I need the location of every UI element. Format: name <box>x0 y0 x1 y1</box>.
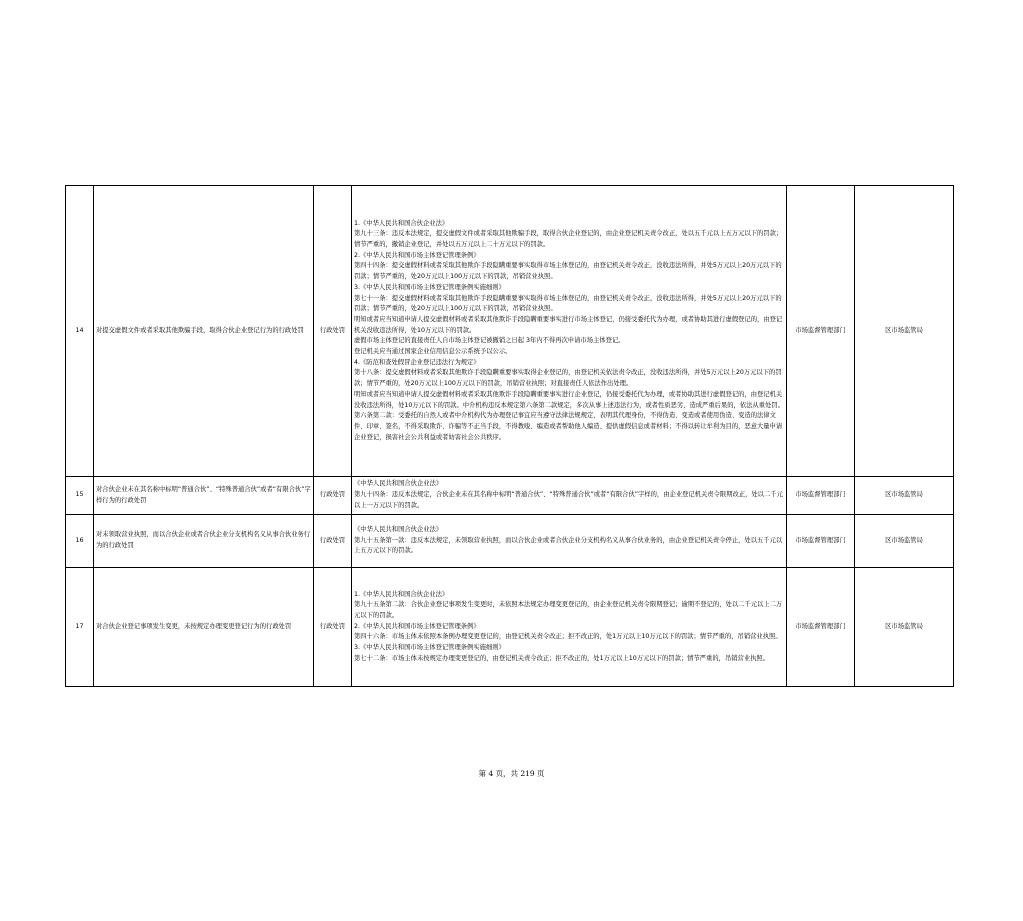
basis-line: 《中华人民共和国合伙企业法》 <box>354 525 443 533</box>
exercise-level: 区市场监管局 <box>855 477 954 515</box>
item-type: 行政处罚 <box>314 568 352 687</box>
exercise-level: 区市场监管局 <box>855 568 954 687</box>
basis-line: 3.《中华人民共和国市场主体登记管理条例实施细则》 <box>354 283 505 291</box>
legal-basis <box>352 477 787 515</box>
basis-line: 登记机关应当通过国家企业信用信息公示系统予以公示。 <box>354 348 512 356</box>
item-name: 对提交虚假文件或者采取其他欺骗手段，取得合伙企业登记行为的行政处罚 <box>94 186 314 477</box>
department: 市场监督管理部门 <box>787 186 855 477</box>
basis-line: 1.《中华人民共和国合伙企业法》 <box>354 219 449 227</box>
department: 市场监督管理部门 <box>787 477 855 515</box>
exercise-level: 区市场监管局 <box>855 515 954 568</box>
basis-line: 第四十四条：提交虚假材料或者采取其他欺诈手段隐瞒重要事实取得市场主体登记的，由登记机关责令改正，没收违法所得，并处5万元以上20万元以下的罚款；情节严重的，处20万元以上100万元以下的罚款，吊销营业执照。 <box>354 262 782 281</box>
row-number: 15 <box>66 477 94 515</box>
basis-line: 明知或者应当知道申请人提交虚假材料或者采取其他欺诈手段隐瞒重要事实进行市场主体登记，仍接受委托代为办理，或者协助其进行虚假登记的，由登记机关没收违法所得，处10万元以下的罚款。 <box>354 315 783 334</box>
penalty-table <box>65 185 954 687</box>
basis-line: 第九十三条：违反本法规定，提交虚假文件或者采取其他欺骗手段，取得合伙企业登记的，由企业登记机关责令改正，处以五千元以上五万元以下的罚款；情节严重的，撤销企业登记，并处以五万元以上二十万元以下的罚款。 <box>354 230 783 249</box>
item-type: 行政处罚 <box>314 515 352 568</box>
basis-line: 《中华人民共和国合伙企业法》 <box>354 480 443 488</box>
basis-line: 第十八条：提交虚假材料或者采取其他欺诈手段隐瞒重要事实取得企业登记的，由登记机关依法责令改正，没收违法所得，并处5万元以上20万元以下的罚款；情节严重的，处20万元以上100万元以下的罚款，吊销营业执照；对直接责任人依法作出处理。 <box>354 369 782 388</box>
row-number: 14 <box>66 186 94 477</box>
item-type: 行政处罚 <box>314 477 352 515</box>
row-number: 17 <box>66 568 94 687</box>
item-name: 对合伙企业未在其名称中标明“普通合伙”、“特殊普通合伙”或者“有限合伙”字样行为的行政处罚 <box>94 477 314 515</box>
table-row <box>66 568 954 687</box>
item-type: 行政处罚 <box>314 186 352 477</box>
basis-line: 2.《中华人民共和国市场主体登记管理条例》 <box>354 251 480 259</box>
row-number: 16 <box>66 515 94 568</box>
basis-line: 第九十五条第一款：违反本法规定，未领取营业执照，而以合伙企业或者合伙企业分支机构名义从事合伙业务的，由企业登记机关责令停止，处以五千元以上五万元以下的罚款。 <box>354 536 783 555</box>
item-name: 对未领取营业执照，而以合伙企业或者合伙企业分支机构名义从事合伙业务行为的行政处罚 <box>94 515 314 568</box>
basis-line: 第六条第二款：受委托的自然人或者中介机构代为办理登记事宜应当遵守法律法规规定，表明其代理身份，不得伪造、变造或者使用伪造、变造的法律文件、印章、签名，不得采取欺诈、诈骗等不正当手段，不得教唆、编造或者帮助他人编造、提供虚假信息或者材料；不得以转让牟利为目的，恶意大量申请企业登记，损害社会公共利益或者妨害社会公共秩序。 <box>354 412 783 441</box>
basis-line: 第九十五条第二款：合伙企业登记事项发生变更时，未依照本法规定办理变更登记的，由企业登记机关责令限期登记；逾期不登记的，处以二千元以上二万元以下的罚款。 <box>354 601 783 619</box>
basis-line: 第七十一条：提交虚假材料或者采取其他欺诈手段隐瞒重要事实取得市场主体登记的，由登记机关责令改正，没收违法所得，并处5万元以上20万元以下的罚款；情节严重的，处20万元以上100万元以下的罚款，吊销营业执照。 <box>354 294 782 313</box>
basis-line: 2.《中华人民共和国市场主体登记管理条例》 <box>354 622 480 630</box>
department: 市场监督管理部门 <box>787 515 855 568</box>
basis-line: 第九十四条：违反本法规定，合伙企业未在其名称中标明“普通合伙”、“特殊普通合伙”或者“有限合伙”字样的，由企业登记机关责令限期改正，处以二千元以上一万元以下的罚款。 <box>354 491 783 509</box>
legal-basis <box>352 568 787 687</box>
basis-line: 第四十六条：市场主体未依照本条例办理变更登记的，由登记机关责令改正；拒不改正的，处1万元以上10万元以下的罚款；情节严重的，吊销营业执照。 <box>354 633 782 641</box>
basis-line: 虚假市场主体登记的直接责任人自市场主体登记被撤销之日起 3年内不得再次申请市场主体登记。 <box>354 337 625 345</box>
legal-basis <box>352 186 787 477</box>
item-name: 对合伙企业登记事项发生变更，未按规定办理变更登记行为的行政处罚 <box>94 568 314 687</box>
basis-line: 明知或者应当知道申请人提交虚假材料或者采取其他欺诈手段隐瞒重要事实进行企业登记，仍接受委托代为办理，或者协助其进行虚假登记的，由登记机关没收违法所得，处10万元以下的罚款。中介机构违反本规定第六条第二款规定，多次从事上述违法行为，或者性质恶劣、造成严重后果的，依法从重处罚。 <box>354 390 784 409</box>
table-row <box>66 186 954 477</box>
basis-line: 3.《中华人民共和国市场主体登记管理条例实施细则》 <box>354 644 505 652</box>
basis-line: 4.《防范和查处假冒企业登记违法行为规定》 <box>354 358 480 366</box>
department: 市场监督管理部门 <box>787 568 855 687</box>
table-row <box>66 477 954 515</box>
table-row <box>66 515 954 568</box>
basis-line: 1.《中华人民共和国合伙企业法》 <box>354 590 449 598</box>
exercise-level: 区市场监管局 <box>855 186 954 477</box>
basis-line: 第七十二条：市场主体未按规定办理变更登记的，由登记机关责令改正；拒不改正的，处1万元以上10万元以下的罚款；情节严重的，吊销营业执照。 <box>354 654 770 662</box>
page-number: 第 4 页，共 219 页 <box>478 769 545 778</box>
legal-basis <box>352 515 787 568</box>
